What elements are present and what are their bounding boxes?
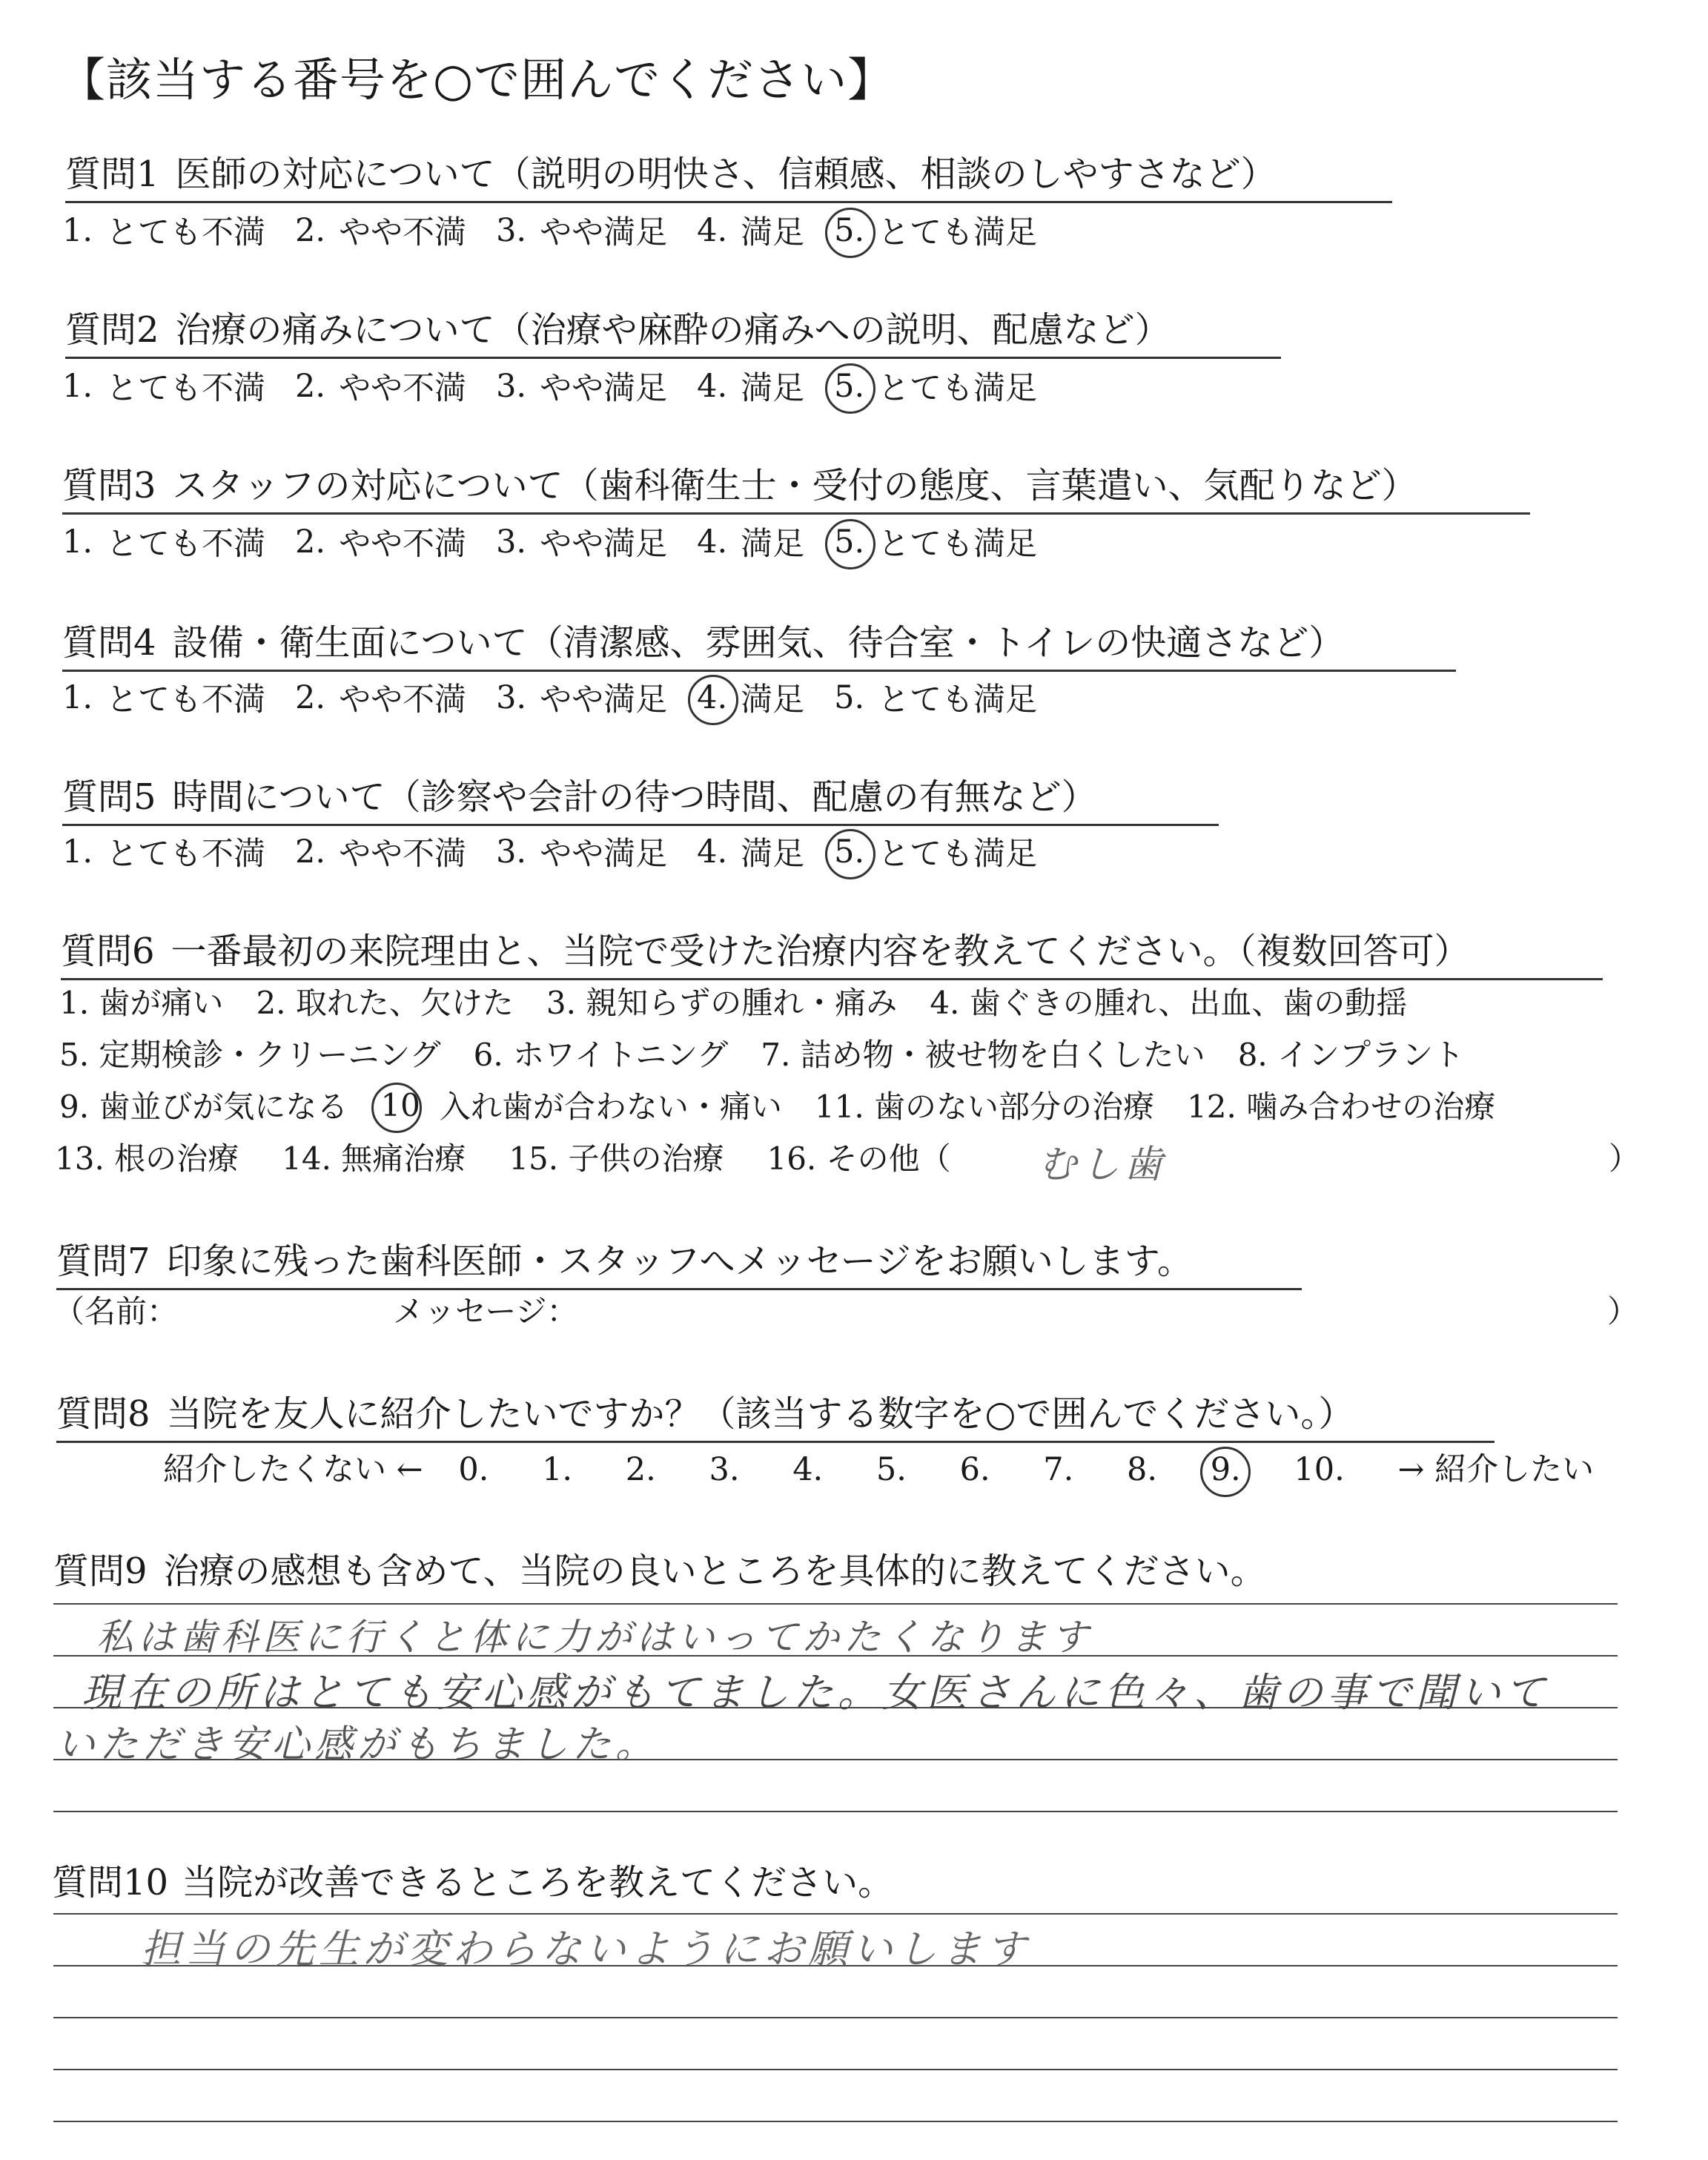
question-number: 質問10 [52, 1862, 169, 1903]
question-text: 医師の対応について（説明の明快さ、信頼感、相談のしやすさなど） [175, 153, 1277, 195]
option-2[interactable]: 2. やや不満 [295, 833, 467, 873]
reason-option-other[interactable]: 16. その他（ [767, 1140, 951, 1177]
question-3-options [62, 519, 1067, 564]
q7-name-label: （名前： [53, 1293, 179, 1330]
question-6-heading [61, 922, 1603, 980]
question-10-heading [52, 1854, 893, 1905]
q7-message-label: メッセージ： [393, 1293, 578, 1330]
option-3[interactable]: 3. やや満足 [496, 367, 668, 407]
answer-line [53, 2069, 1618, 2070]
question-text: 設備・衛生面について（清潔感、雰囲気、待合室・トイレの快適さなど） [172, 622, 1345, 664]
option-1[interactable]: 1. とても不満 [62, 523, 266, 563]
option-4[interactable]: 4. 満足 [697, 367, 805, 407]
option-3[interactable]: 3. やや満足 [496, 523, 668, 563]
question-4-options [62, 675, 1067, 720]
question-4-heading [62, 614, 1456, 672]
question-text: 当院が改善できるところを教えてください。 [182, 1862, 894, 1903]
option-4[interactable]: 4. 満足 [697, 833, 805, 873]
answer-line [53, 1603, 1618, 1605]
q9-answer-line-3[interactable]: いただき安心感がもちました。 [56, 1723, 659, 1767]
reason-option[interactable]: 5. 定期検診・クリーニング [59, 1037, 441, 1073]
q9-answer-line-2[interactable]: 現在の所はとても安心感がもてました。女医さんに色々、歯の事で聞いて [82, 1669, 1549, 1716]
option-5-circled[interactable]: 5. とても満足 [834, 367, 1038, 407]
question-9-heading [53, 1542, 1266, 1593]
option-4[interactable]: 4. 満足 [697, 211, 805, 251]
q7-close-paren: ） [1607, 1293, 1639, 1330]
question-text: 治療の感想も含めて、当院の良いところを具体的に教えてください。 [163, 1550, 1266, 1592]
scale-right-label: → 紹介したい [1397, 1451, 1595, 1488]
question-1-options [62, 208, 1067, 253]
option-1[interactable]: 1. とても不満 [62, 833, 266, 873]
scale-value[interactable]: 4. [792, 1451, 824, 1488]
option-4-circled[interactable]: 4. 満足 [697, 678, 805, 719]
question-5-heading [62, 768, 1219, 826]
question-text: 一番最初の来院理由と、当院で受けた治療内容を教えてください。（複数回答可） [171, 931, 1470, 972]
question-text: 時間について（診察や会計の待つ時間、配慮の有無など） [172, 776, 1097, 818]
question-8-heading [56, 1385, 1494, 1443]
answer-line [53, 2121, 1618, 2122]
question-number: 質問1 [65, 153, 159, 195]
scale-value[interactable]: 2. [625, 1451, 656, 1488]
q6-row-2 [59, 1031, 1494, 1075]
question-text: 印象に残った歯科医師・スタッフへメッセージをお願いします。 [166, 1241, 1193, 1282]
option-2[interactable]: 2. やや不満 [295, 678, 467, 719]
question-number: 質問6 [61, 931, 155, 972]
reason-option[interactable]: 12. 噛み合わせの治療 [1187, 1089, 1496, 1125]
option-5-circled[interactable]: 5. とても満足 [834, 211, 1038, 251]
other-close-paren: ） [1609, 1140, 1641, 1177]
q6-row-1 [59, 979, 1437, 1023]
question-number: 質問5 [62, 776, 156, 818]
answer-line [53, 2017, 1618, 2018]
option-3[interactable]: 3. やや満足 [496, 211, 668, 251]
page-title: 【該当する番号を○で囲んでください】 [59, 53, 895, 107]
question-number: 質問8 [56, 1393, 150, 1435]
question-number: 質問9 [53, 1550, 148, 1592]
reason-option[interactable]: 11. 歯のない部分の治療 [814, 1089, 1155, 1125]
reason-option[interactable]: 1. 歯が痛い [59, 985, 224, 1021]
reason-option[interactable]: 2. 取れた、欠けた [256, 985, 514, 1021]
q9-answer-line-1[interactable]: 私は歯科医に行くと体に力がはいってかたくなります [96, 1616, 1093, 1659]
scale-value[interactable]: 1. [542, 1451, 573, 1488]
question-2-options [62, 363, 1067, 409]
question-number: 質問2 [65, 309, 159, 351]
scale-value[interactable]: 7. [1043, 1451, 1074, 1488]
question-number: 質問4 [62, 622, 156, 664]
option-2[interactable]: 2. やや不満 [295, 367, 467, 407]
reason-option[interactable]: 7. 詰め物・被せ物を白くしたい [761, 1037, 1205, 1073]
scale-value-9-circled[interactable]: 9. [1210, 1451, 1241, 1488]
scale-left-label: 紹介したくない ← [163, 1451, 423, 1488]
question-7-heading [56, 1232, 1302, 1290]
reason-option-10-circled[interactable]: 10 [380, 1086, 420, 1123]
option-1[interactable]: 1. とても不満 [62, 367, 266, 407]
answer-line [53, 1913, 1618, 1915]
scale-value[interactable]: 8. [1127, 1451, 1158, 1488]
answer-line [53, 1811, 1618, 1812]
question-1-heading [65, 145, 1392, 203]
option-5-circled[interactable]: 5. とても満足 [834, 833, 1038, 873]
scale-value[interactable]: 5. [875, 1451, 907, 1488]
reason-option[interactable]: 14. 無痛治療 [282, 1140, 466, 1177]
option-4[interactable]: 4. 満足 [697, 523, 805, 563]
other-answer-handwritten[interactable]: むし歯 [1038, 1143, 1168, 1187]
option-5[interactable]: 5. とても満足 [834, 678, 1038, 719]
question-number: 質問3 [62, 465, 156, 506]
option-1[interactable]: 1. とても不満 [62, 211, 266, 251]
q6-row-4 [55, 1135, 981, 1179]
reason-option[interactable]: 入れ歯が合わない・痛い [439, 1089, 782, 1125]
question-3-heading [62, 457, 1530, 515]
reason-option[interactable]: 3. 親知らずの腫れ・痛み [546, 985, 898, 1021]
reason-option[interactable]: 8. インプラント [1237, 1037, 1465, 1073]
scale-value[interactable]: 6. [959, 1451, 990, 1488]
scale-value[interactable]: 10. [1294, 1451, 1345, 1488]
option-1[interactable]: 1. とても不満 [62, 678, 266, 719]
reason-option[interactable]: 6. ホワイトニング [473, 1037, 729, 1073]
question-5-options [62, 829, 1067, 874]
question-number: 質問7 [56, 1241, 150, 1282]
reason-option[interactable]: 15. 子供の治療 [509, 1140, 724, 1177]
reason-option[interactable]: 9. 歯並びが気になる [59, 1089, 348, 1125]
option-5-circled[interactable]: 5. とても満足 [834, 523, 1038, 563]
option-2[interactable]: 2. やや不満 [295, 523, 467, 563]
option-3[interactable]: 3. やや満足 [496, 833, 668, 873]
option-2[interactable]: 2. やや不満 [295, 211, 467, 251]
question-text: 治療の痛みについて（治療や麻酔の痛みへの説明、配慮など） [175, 309, 1171, 351]
question-2-heading [65, 301, 1281, 359]
reason-option[interactable]: 4. 歯ぐきの腫れ、出血、歯の動揺 [930, 985, 1408, 1021]
question-text: 当院を友人に紹介したいですか？（該当する数字を○で囲んでください。） [166, 1393, 1354, 1435]
option-3[interactable]: 3. やや満足 [496, 678, 668, 719]
question-text: スタッフの対応について（歯科衛生士・受付の態度、言葉遣い、気配りなど） [172, 465, 1417, 506]
q8-scale [163, 1444, 1594, 1490]
scale-value[interactable]: 3. [709, 1451, 740, 1488]
q10-answer-line-1[interactable]: 担当の先生が変わらないようにお願いします [141, 1926, 1030, 1972]
scale-value[interactable]: 0. [458, 1451, 489, 1488]
reason-option[interactable]: 13. 根の治療 [55, 1140, 239, 1177]
q6-row-3 [59, 1083, 1525, 1127]
